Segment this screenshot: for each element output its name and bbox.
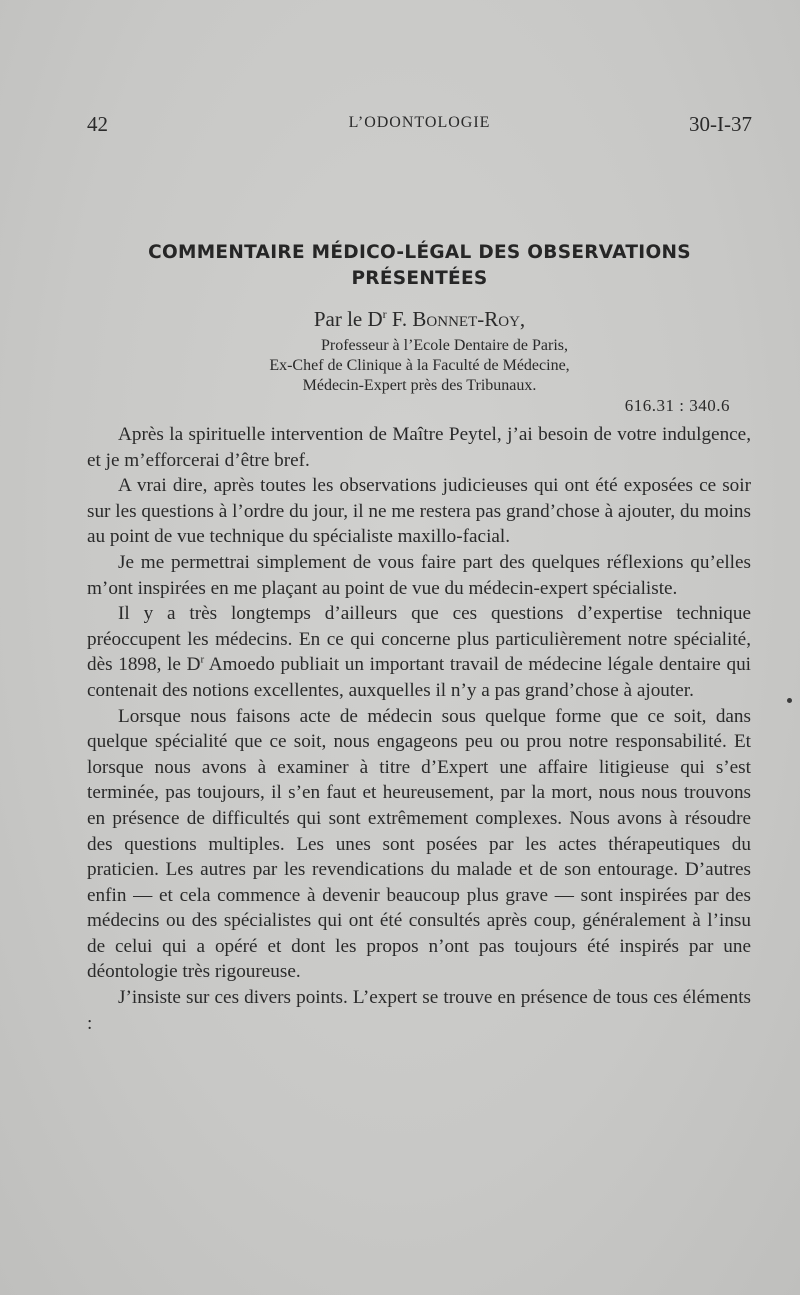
paragraph-3: Je me permettrai simplement de vous faire part des quelques réflexions qu’elles m’ont inspirées en me plaçant au point de vue du médecin-expert spécialiste. (87, 551, 751, 599)
paragraph-4-sup: r (200, 653, 205, 666)
paragraph-2: A vrai dire, après toutes les observations judicieuses qui ont été exposées ce soir sur les questions à l’ordre du jour, il ne me restera pas grand’chose à ajouter, du moins au point de vue technique du spécialiste maxillo-facial. (87, 475, 751, 548)
paragraph-1: Après la spirituelle intervention de Maître Peytel, j’ai besoin de votre indulgence, et je m’efforcerai d’être bref. (87, 424, 751, 471)
paragraph-4-part-b: Amoedo publiait un important travail de médecine légale dentaire qui contenait des notions excellentes, auxquelles il n’y a pas grand’chose à ajouter. (87, 654, 752, 701)
paragraph-6: J’insiste sur ces divers points. L’expert se trouve en présence de tous ces éléments : (87, 987, 751, 1034)
author-prefix: Par le D (313, 307, 383, 331)
issue-date: 30-I-37 (689, 112, 752, 136)
article-body (87, 422, 751, 1036)
journal-title: L’ODONTOLOGIE (348, 114, 491, 131)
author-prefix-sup: r (382, 307, 387, 321)
page-number: 42 (87, 112, 108, 136)
author-affiliations (87, 336, 752, 396)
affiliation-1: Professeur à l’Ecole Dentaire de Paris, (320, 337, 568, 354)
author-name: F. Bonnet-Roy, (391, 307, 526, 331)
paragraph-4 (87, 601, 751, 703)
affiliation-3: Médecin-Expert près des Tribunaux. (302, 377, 537, 394)
running-header (87, 112, 752, 142)
margin-ink-dot (787, 698, 792, 703)
article-title (87, 240, 752, 292)
paragraph-4-part-a: Il y a très longtemps d’ailleurs que ces questions d’expertise technique préoccupent les médecins. En ce qui concerne plus particulièrement notre spécialité, dès 1898, le D (87, 603, 751, 676)
classification-code: 616.31 : 340.6 (624, 396, 730, 415)
paragraph-5: Lorsque nous faisons acte de médecin sous quelque forme que ce soit, dans quelque spécialité que ce soit, nous engageons peu ou prou notre responsabilité. Et lorsque nous avons à examiner à titre d’Expert une affaire litigieuse qui s’est terminée, pas toujours, il s’en faut et heureusement, par la mort, nous nous trouvons en présence de difficultés qui sont extrêmement complexes. Nous avons à résoudre des questions multiples. Les unes sont posées par les actes thérapeutiques du praticien. Les autres par les revendications du malade et de son entourage. D’autres enfin — et cela commence à devenir beaucoup plus grave — sont inspirées par des médecins ou des spécialistes qui ont été consultés après coup, généralement à l’insu de celui qui a opéré et dont les propos n’ont pas toujours été inspirés par une déontologie très rigoureuse. (87, 705, 751, 983)
title-line-1: COMMENTAIRE MÉDICO-LÉGAL DES OBSERVATIONS (148, 242, 691, 263)
author-line (87, 306, 752, 332)
title-line-2: PRÉSENTÉES (351, 268, 488, 289)
affiliation-2: Ex-Chef de Clinique à la Faculté de Médecine, (269, 357, 570, 374)
